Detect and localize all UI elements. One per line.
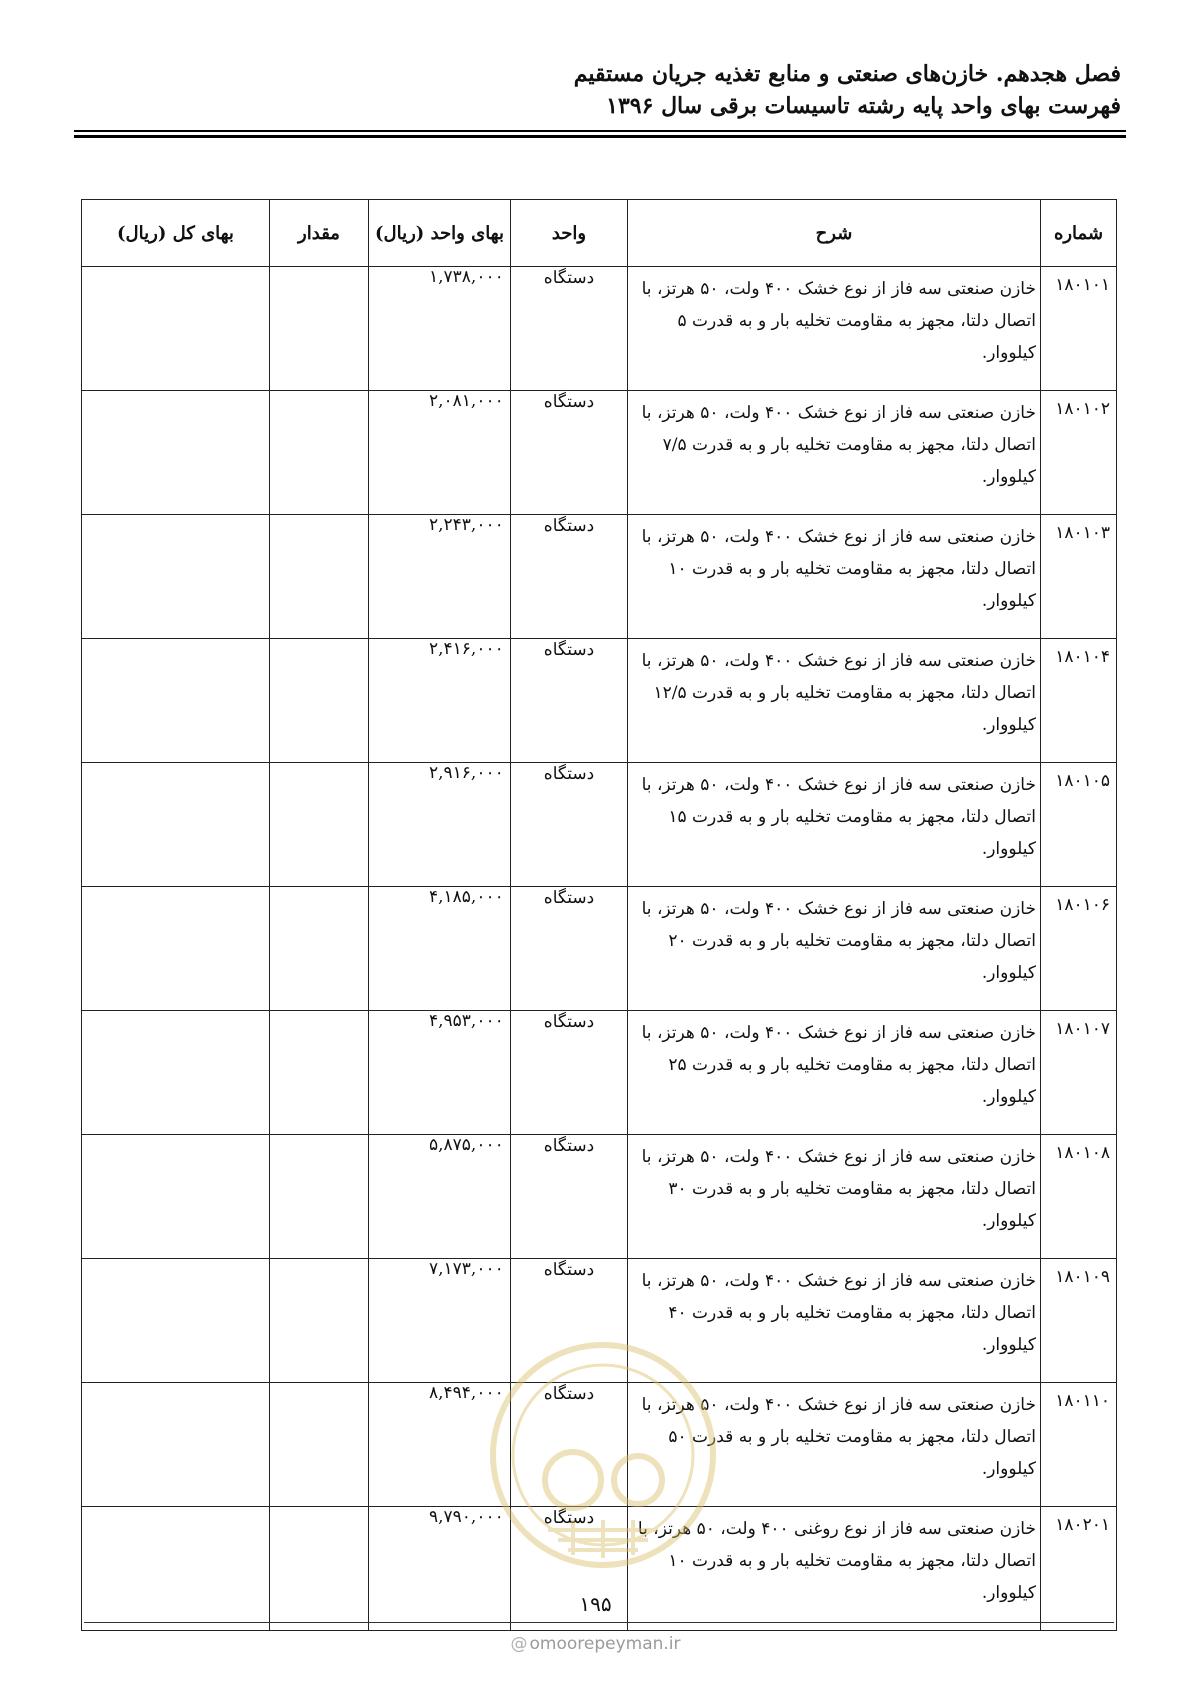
row-total-price [82,1011,270,1135]
table-header-row [82,200,1117,267]
row-unit-price: ۲,۴۱۶,۰۰۰ [369,639,511,763]
page-header [69,58,1121,122]
row-unit: دستگاه [511,763,628,887]
page-number: ۱۹۵ [579,1592,612,1616]
row-description: خازن صنعتی سه فاز از نوع خشک ۴۰۰ ولت، ۵۰ هرتز، با اتصال دلتا، مجهز به مقاومت تخلیه بار و به قدرت ۱۵ کیلووار. [628,763,1041,887]
row-description: خازن صنعتی سه فاز از نوع خشک ۴۰۰ ولت، ۵۰ هرتز، با اتصال دلتا، مجهز به مقاومت تخلیه بار و به قدرت ۲۰ کیلووار. [628,887,1041,1011]
row-description: خازن صنعتی سه فاز از نوع خشک ۴۰۰ ولت، ۵۰ هرتز، با اتصال دلتا، مجهز به مقاومت تخلیه بار و به قدرت ۷/۵ کیلووار. [628,391,1041,515]
table-row [82,639,1117,763]
row-quantity [270,763,369,887]
row-number: ۱۸۰۱۰۹ [1041,1259,1117,1383]
row-number: ۱۸۰۱۱۰ [1041,1383,1117,1507]
table-row [82,1383,1117,1507]
row-quantity [270,1383,369,1507]
row-total-price [82,887,270,1011]
site-url-watermark [0,1634,1191,1654]
row-unit-price: ۲,۹۱۶,۰۰۰ [369,763,511,887]
row-total-price [82,1135,270,1259]
row-total-price [82,639,270,763]
header-divider-thick [74,135,1126,138]
column-header-description: شرح [628,200,1041,267]
row-unit-price: ۴,۹۵۳,۰۰۰ [369,1011,511,1135]
row-unit: دستگاه [511,391,628,515]
table-row [82,1011,1117,1135]
row-total-price [82,1259,270,1383]
row-number: ۱۸۰۱۰۳ [1041,515,1117,639]
row-unit-price: ۵,۸۷۵,۰۰۰ [369,1135,511,1259]
row-unit: دستگاه [511,639,628,763]
table-body [82,267,1117,1631]
table-row [82,267,1117,391]
header-divider [74,130,1126,132]
row-unit: دستگاه [511,515,628,639]
row-quantity [270,1011,369,1135]
row-number: ۱۸۰۱۰۶ [1041,887,1117,1011]
row-number: ۱۸۰۱۰۵ [1041,763,1117,887]
row-description: خازن صنعتی سه فاز از نوع خشک ۴۰۰ ولت، ۵۰ هرتز، با اتصال دلتا، مجهز به مقاومت تخلیه بار و به قدرت ۲۵ کیلووار. [628,1011,1041,1135]
row-quantity [270,267,369,391]
row-total-price [82,267,270,391]
row-unit: دستگاه [511,1135,628,1259]
column-header-unit: واحد [511,200,628,267]
row-number: ۱۸۰۱۰۸ [1041,1135,1117,1259]
row-unit-price: ۱,۷۳۸,۰۰۰ [369,267,511,391]
row-total-price [82,763,270,887]
row-unit: دستگاه [511,267,628,391]
table-row [82,1135,1117,1259]
row-total-price [82,515,270,639]
row-quantity [270,515,369,639]
table-row [82,763,1117,887]
row-description: خازن صنعتی سه فاز از نوع روغنی ۴۰۰ ولت، ۵۰ هرتز، با اتصال دلتا، مجهز به مقاومت تخلیه بار و به قدرت ۱۰ کیلووار. [628,1507,1041,1631]
row-unit: دستگاه [511,1259,628,1383]
row-unit-price: ۲,۲۴۳,۰۰۰ [369,515,511,639]
row-unit-price: ۲,۰۸۱,۰۰۰ [369,391,511,515]
row-quantity [270,391,369,515]
row-unit: دستگاه [511,887,628,1011]
row-total-price [82,391,270,515]
site-url-text: omoorepeyman.ir [529,1634,681,1654]
row-quantity [270,1135,369,1259]
document-subtitle: فهرست بهای واحد پایه رشته تاسیسات برقی سال ۱۳۹۶ [606,93,1121,119]
row-quantity [270,639,369,763]
table-row [82,1259,1117,1383]
row-number: ۱۸۰۱۰۲ [1041,391,1117,515]
row-description: خازن صنعتی سه فاز از نوع خشک ۴۰۰ ولت، ۵۰ هرتز، با اتصال دلتا، مجهز به مقاومت تخلیه بار و به قدرت ۳۰ کیلووار. [628,1135,1041,1259]
column-header-quantity: مقدار [270,200,369,267]
row-unit-price: ۹,۷۹۰,۰۰۰ [369,1507,511,1631]
row-number: ۱۸۰۲۰۱ [1041,1507,1117,1631]
chapter-title: فصل هجدهم. خازن‌های صنعتی و منابع تغذیه جریان مستقیم [573,61,1121,87]
row-description: خازن صنعتی سه فاز از نوع خشک ۴۰۰ ولت، ۵۰ هرتز، با اتصال دلتا، مجهز به مقاومت تخلیه بار و به قدرت ۵ کیلووار. [628,267,1041,391]
row-number: ۱۸۰۱۰۱ [1041,267,1117,391]
row-unit-price: ۴,۱۸۵,۰۰۰ [369,887,511,1011]
row-total-price [82,1383,270,1507]
row-quantity [270,1259,369,1383]
table-row [82,887,1117,1011]
footer-divider [84,1622,1114,1623]
row-number: ۱۸۰۱۰۴ [1041,639,1117,763]
row-description: خازن صنعتی سه فاز از نوع خشک ۴۰۰ ولت، ۵۰ هرتز، با اتصال دلتا، مجهز به مقاومت تخلیه بار و به قدرت ۱۰ کیلووار. [628,515,1041,639]
row-number: ۱۸۰۱۰۷ [1041,1011,1117,1135]
column-header-number: شماره [1041,200,1117,267]
row-unit-price: ۸,۴۹۴,۰۰۰ [369,1383,511,1507]
price-list-table [81,199,1117,1631]
row-description: خازن صنعتی سه فاز از نوع خشک ۴۰۰ ولت، ۵۰ هرتز، با اتصال دلتا، مجهز به مقاومت تخلیه بار و به قدرت ۴۰ کیلووار. [628,1259,1041,1383]
row-unit: دستگاه [511,1011,628,1135]
at-icon: @ [510,1634,528,1654]
row-unit: دستگاه [511,1383,628,1507]
column-header-unit-price: بهای واحد (ریال) [369,200,511,267]
column-header-total-price: بهای کل (ریال) [82,200,270,267]
row-description: خازن صنعتی سه فاز از نوع خشک ۴۰۰ ولت، ۵۰ هرتز، با اتصال دلتا، مجهز به مقاومت تخلیه بار و به قدرت ۱۲/۵ کیلووار. [628,639,1041,763]
row-description: خازن صنعتی سه فاز از نوع خشک ۴۰۰ ولت، ۵۰ هرتز، با اتصال دلتا، مجهز به مقاومت تخلیه بار و به قدرت ۵۰ کیلووار. [628,1383,1041,1507]
row-unit-price: ۷,۱۷۳,۰۰۰ [369,1259,511,1383]
row-quantity [270,887,369,1011]
table-row [82,515,1117,639]
table-row [82,391,1117,515]
row-unit: دستگاه [511,1507,628,1631]
